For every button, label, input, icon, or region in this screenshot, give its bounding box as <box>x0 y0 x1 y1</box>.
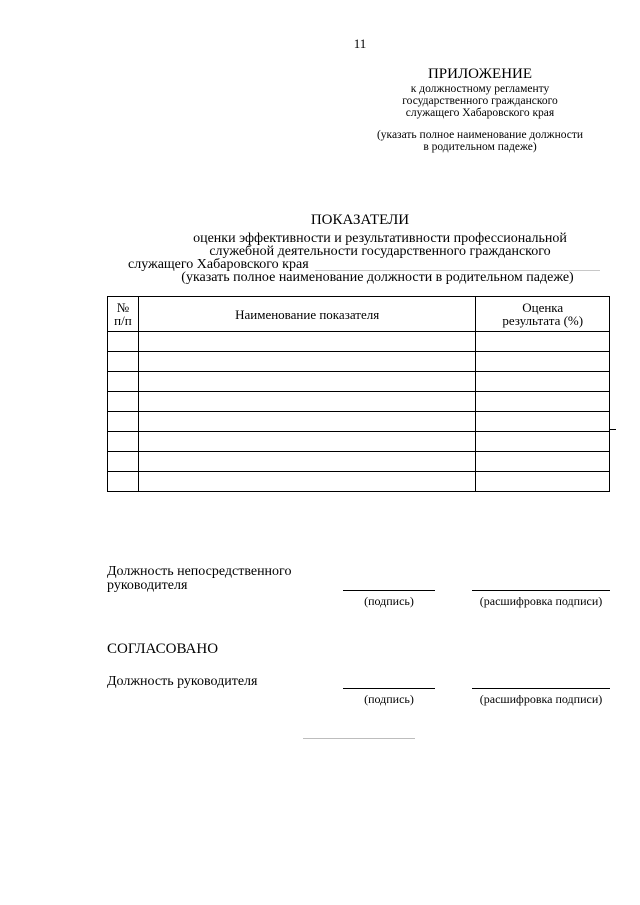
score-cell[interactable] <box>476 452 610 472</box>
indicator-name-cell[interactable] <box>138 452 476 472</box>
number-cell[interactable] <box>108 372 139 392</box>
supervisor-decode-caption: (расшифровка подписи) <box>479 594 603 608</box>
table-row <box>108 472 610 492</box>
supervisor-position-line-2: руководителя <box>107 578 188 593</box>
score-cell[interactable] <box>476 412 610 432</box>
appendix-note-1: (указать полное наименование должности <box>376 129 584 141</box>
number-cell[interactable] <box>108 332 139 352</box>
indicator-name-cell[interactable] <box>138 392 476 412</box>
score-cell[interactable] <box>476 472 610 492</box>
head-position: Должность руководителя <box>107 674 258 689</box>
appendix-line-1: к должностному регламенту <box>410 83 550 95</box>
supervisor-signature-line[interactable] <box>343 590 435 591</box>
fill-in-rule <box>315 270 600 271</box>
header-number-line-2: п/п <box>114 313 132 328</box>
head-decode-line[interactable] <box>472 688 610 689</box>
number-cell[interactable] <box>108 392 139 412</box>
description-line-3 <box>120 258 600 271</box>
number-cell[interactable] <box>108 412 139 432</box>
header-score-line-2: результата (%) <box>502 313 584 328</box>
table-row <box>108 452 610 472</box>
page-number: 11 <box>353 36 367 51</box>
agreed-heading: СОГЛАСОВАНО <box>107 641 219 657</box>
indicator-name-cell[interactable] <box>138 352 476 372</box>
end-rule <box>303 738 415 739</box>
signature-block-supervisor <box>107 565 291 593</box>
header-indicator-name: Наименование показателя <box>138 297 476 332</box>
appendix-header <box>360 66 600 153</box>
description-hint: (указать полное наименование должности в родительном падеже) <box>181 270 574 285</box>
table-body <box>108 332 610 492</box>
supervisor-signature-caption: (подпись) <box>364 594 414 608</box>
appendix-note-2: в родительном падеже) <box>423 141 537 153</box>
description-line-3-text: служащего Хабаровского края <box>128 257 309 272</box>
table-edge-mark <box>610 429 616 430</box>
table-row <box>108 332 610 352</box>
description-line-1: оценки эффективности и результативности профессиональной <box>193 231 567 246</box>
number-cell[interactable] <box>108 472 139 492</box>
table-row <box>108 412 610 432</box>
head-signature-line[interactable] <box>343 688 435 689</box>
number-cell[interactable] <box>108 432 139 452</box>
indicator-name-cell[interactable] <box>138 412 476 432</box>
description-line-2: служебной деятельности государственного гражданского <box>209 244 551 259</box>
appendix-line-3: служащего Хабаровского края <box>405 107 555 119</box>
indicator-name-cell[interactable] <box>138 472 476 492</box>
table-row <box>108 392 610 412</box>
supervisor-decode-line[interactable] <box>472 590 610 591</box>
head-signature-caption: (подпись) <box>364 692 414 706</box>
header-score-line-1: Оценка <box>522 300 564 315</box>
document-title: ПОКАЗАТЕЛИ <box>310 212 410 228</box>
indicator-name-cell[interactable] <box>138 372 476 392</box>
appendix-line-2: государственного гражданского <box>402 95 558 107</box>
appendix-title: ПРИЛОЖЕНИЕ <box>427 66 533 82</box>
indicator-name-cell[interactable] <box>138 332 476 352</box>
score-cell[interactable] <box>476 332 610 352</box>
indicators-table <box>107 296 610 492</box>
table-row <box>108 372 610 392</box>
score-cell[interactable] <box>476 392 610 412</box>
header-number <box>108 297 139 332</box>
indicator-name-cell[interactable] <box>138 432 476 452</box>
header-number-line-1: № <box>116 300 130 315</box>
supervisor-position-line-1: Должность непосредственного <box>107 564 292 579</box>
score-cell[interactable] <box>476 352 610 372</box>
number-cell[interactable] <box>108 352 139 372</box>
score-cell[interactable] <box>476 372 610 392</box>
header-score <box>476 297 610 332</box>
document-description <box>120 232 600 284</box>
table-row <box>108 352 610 372</box>
number-cell[interactable] <box>108 452 139 472</box>
head-decode-caption: (расшифровка подписи) <box>479 692 603 706</box>
table-header-row <box>108 297 610 332</box>
score-cell[interactable] <box>476 432 610 452</box>
table-row <box>108 432 610 452</box>
signature-block-head <box>107 675 257 689</box>
